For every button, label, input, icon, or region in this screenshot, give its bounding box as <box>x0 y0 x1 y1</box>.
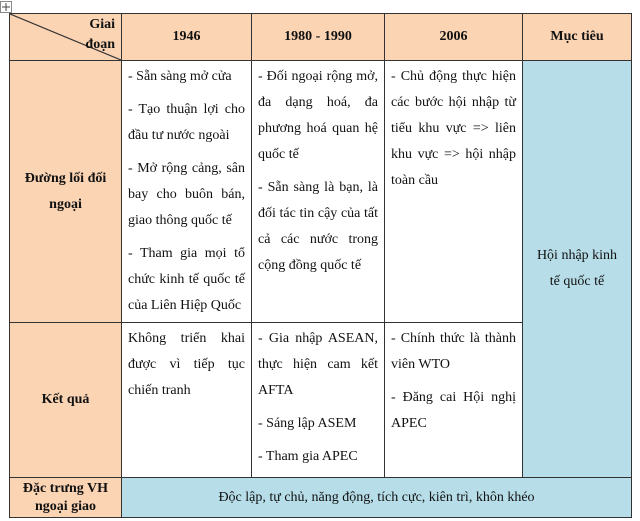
cell-result-1946 <box>122 323 252 478</box>
col-header-2006: 2006 <box>385 14 523 61</box>
goal-cell: Hội nhập kinh tế quốc tế <box>523 61 632 478</box>
list-item: Không triển khai được vì tiếp tục chiến tranh <box>128 331 245 398</box>
row-label-traits: Đặc trưng VH ngoại giao <box>10 478 122 518</box>
cell-policy-1980-1990 <box>252 61 385 323</box>
list-item: - Đăng cai Hội nghị APEC <box>391 390 516 431</box>
row-label-policy: Đường lối đối ngoại <box>10 61 122 323</box>
header-row <box>10 14 632 61</box>
cell-result-1980-1990 <box>252 323 385 478</box>
col-header-1980-1990: 1980 - 1990 <box>252 14 385 61</box>
row-policy <box>10 61 632 323</box>
traits-value-cell: Độc lập, tự chủ, năng động, tích cực, kiên trì, khôn khéo <box>122 478 632 518</box>
list-item: - Gia nhập ASEAN, thực hiện cam kết AFTA <box>258 331 378 398</box>
cell-policy-2006 <box>385 61 523 323</box>
list-item: - Đối ngoại rộng mở, đa dạng hoá, đa phương hoá quan hệ quốc tế <box>258 69 378 162</box>
col-header-goal: Mục tiêu <box>523 14 632 61</box>
list-item: - Sẵn sàng mở cửa <box>128 69 232 84</box>
col-header-1946: 1946 <box>122 14 252 61</box>
list-item: - Sáng lập ASEM <box>258 416 357 431</box>
list-item: - Chủ động thực hiện các bước hội nhập từ tiểu khu vực => liên khu vực => hội nhập toàn cầu <box>391 69 516 188</box>
corner-label: Giai đoạn <box>85 17 115 52</box>
cell-result-2006 <box>385 323 523 478</box>
move-handle-icon[interactable] <box>0 0 12 12</box>
comparison-table <box>9 13 632 518</box>
list-item: - Tham gia mọi tổ chức kinh tế quốc tế của Liên Hiệp Quốc <box>128 246 245 313</box>
list-item: - Sẵn sàng là bạn, là đối tác tin cậy của tất cả các nước trong cộng đồng quốc tế <box>258 180 378 273</box>
row-label-result: Kết quả <box>10 323 122 478</box>
cell-policy-1946 <box>122 61 252 323</box>
row-traits <box>10 478 632 518</box>
list-item: - Chính thức là thành viên WTO <box>391 331 516 372</box>
list-item: - Tạo thuận lợi cho đầu tư nước ngoài <box>128 102 245 143</box>
corner-header-cell <box>10 14 122 61</box>
list-item: - Mở rộng cảng, sân bay cho buôn bán, giao thông quốc tế <box>128 161 245 228</box>
list-item: - Tham gia APEC <box>258 449 358 464</box>
